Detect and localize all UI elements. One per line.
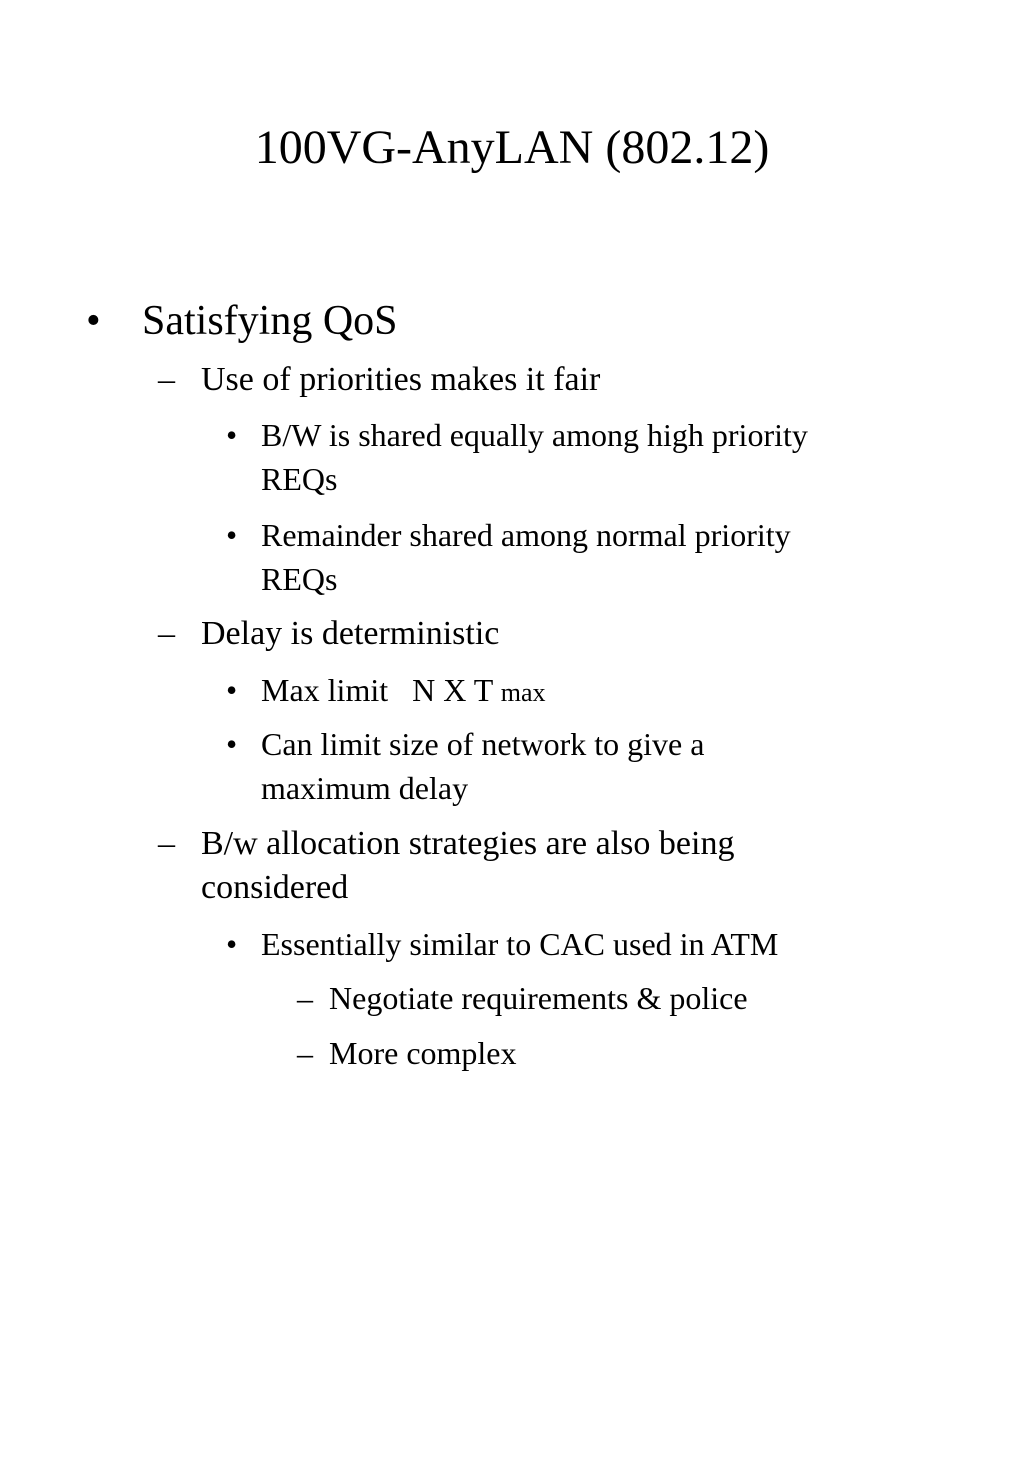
level4-negotiate: Negotiate requirements & police [329, 980, 748, 1016]
bullet-marker: • [86, 298, 101, 344]
bullet-satisfying-qos: Satisfying QoS [142, 298, 398, 344]
dash-marker: – [297, 1035, 313, 1071]
bullet-marker: • [226, 926, 238, 962]
sub-sub-bullet-max-limit [261, 668, 545, 715]
dash-marker: – [158, 825, 175, 862]
sub-sub-bullet-limit-size [261, 722, 704, 810]
bullet-line: considered [201, 869, 349, 906]
bullet-marker: • [226, 417, 238, 453]
bullet-line: B/w allocation strategies are also being [201, 825, 735, 862]
sub-sub-bullet-bw-shared [261, 413, 808, 501]
level4-more-complex: More complex [329, 1035, 517, 1071]
bullet-line: maximum delay [261, 770, 469, 806]
dash-marker: – [297, 980, 313, 1016]
bullet-marker: • [226, 726, 238, 762]
max-limit-text: Max limit N X T [261, 672, 493, 708]
dash-marker: – [158, 615, 175, 652]
sub-bullet-delay: Delay is deterministic [201, 615, 500, 652]
bullet-line: Remainder shared among normal priority [261, 517, 791, 553]
sub-sub-bullet-cac: Essentially similar to CAC used in ATM [261, 926, 779, 962]
bullet-marker: • [226, 517, 238, 553]
sub-bullet-bw-allocation [201, 822, 734, 910]
bullet-marker: • [226, 672, 238, 708]
dash-marker: – [158, 361, 175, 398]
sub-bullet-priorities: Use of priorities makes it fair [201, 361, 601, 398]
bullet-line: REQs [261, 461, 338, 497]
bullet-line: REQs [261, 561, 338, 597]
slide-title: 100VG-AnyLAN (802.12) [254, 121, 770, 174]
bullet-line: Can limit size of network to give a [261, 726, 705, 762]
max-subscript: max [500, 678, 546, 707]
bullet-line: B/W is shared equally among high priority [261, 417, 808, 453]
sub-sub-bullet-remainder [261, 513, 791, 601]
